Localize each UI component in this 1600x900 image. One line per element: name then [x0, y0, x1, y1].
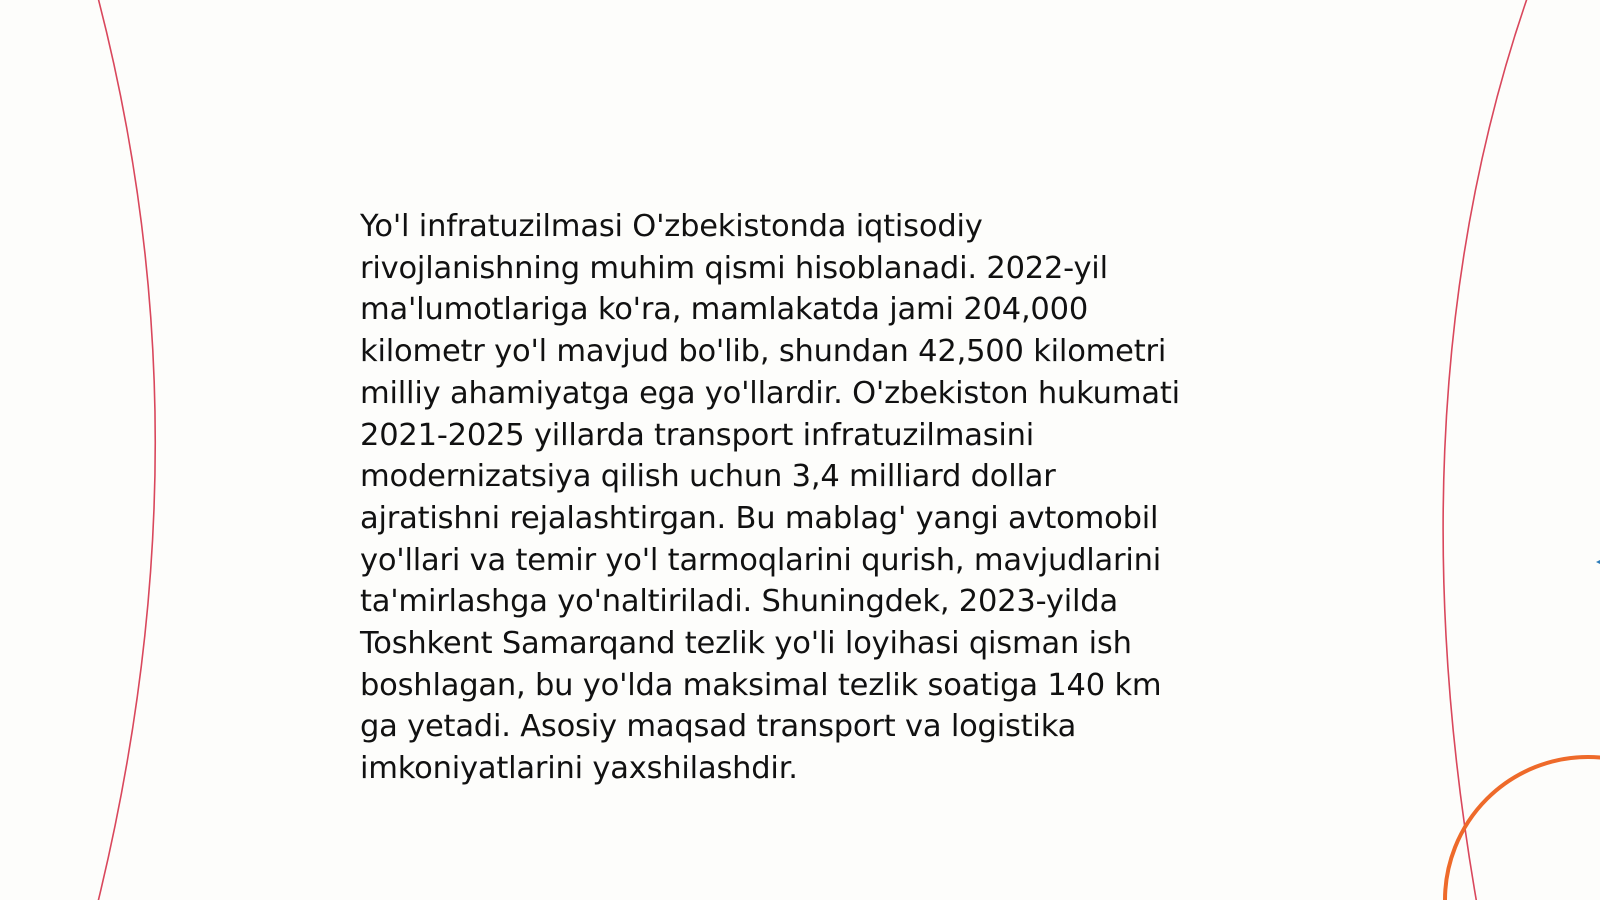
- body-line: modernizatsiya qilish uchun 3,4 milliard dollar: [360, 459, 1056, 495]
- body-line: kilometr yo'l mavjud bo'lib, shundan 42,500 kilometri: [360, 334, 1167, 370]
- accent-circle: [1445, 757, 1600, 900]
- body-line: yo'llari va temir yo'l tarmoqlarini qurish, mavjudlarini: [360, 542, 1162, 578]
- body-line: milliy ahamiyatga ega yo'llardir. O'zbekiston hukumati: [360, 375, 1180, 411]
- body-line: rivojlanishning muhim qismi hisoblanadi. 2022-yil: [360, 250, 1108, 286]
- body-line: Yo'l infratuzilmasi O'zbekistonda iqtisodiy: [360, 209, 983, 244]
- body-line: 2021-2025 yillarda transport infratuzilmasini: [360, 417, 1035, 453]
- body-line: ma'lumotlariga ko'ra, mamlakatda jami 204,000: [360, 292, 1089, 328]
- body-line: ta'mirlashga yo'naltiriladi. Shuningdek, 2023-yilda: [360, 584, 1118, 620]
- body-paragraph: [360, 206, 1260, 790]
- body-line: ga yetadi. Asosiy maqsad transport va logistika: [360, 709, 1077, 745]
- small-marker: [1596, 560, 1600, 564]
- left-curve-line: [96, 0, 155, 900]
- body-line: imkoniyatlarini yaxshilashdir.: [360, 751, 798, 787]
- body-line: ajratishni rejalashtirgan. Bu mablag' yangi avtomobil: [360, 500, 1159, 536]
- right-curve-line: [1443, 0, 1530, 900]
- body-line: Toshkent Samarqand tezlik yo'li loyihasi qisman ish: [360, 626, 1132, 662]
- body-line: boshlagan, bu yo'lda maksimal tezlik soatiga 140 km: [360, 667, 1162, 703]
